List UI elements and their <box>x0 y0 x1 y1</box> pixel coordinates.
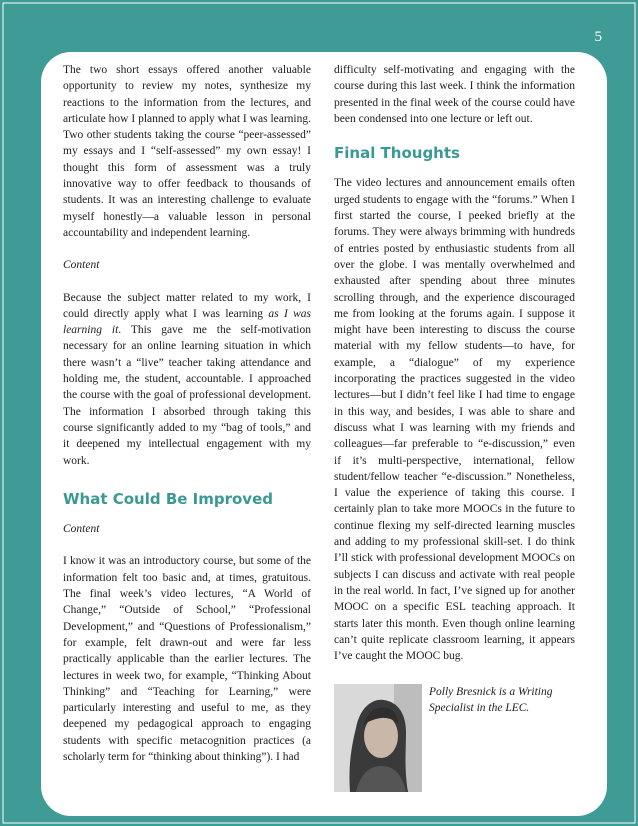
subheading-content: Content <box>63 523 100 536</box>
left-column <box>63 62 311 781</box>
paragraph: I know it was an introductory course, but some of the information felt too basic and, at times, gratuitous. The final week’s video lectures, “A World of Change,” “Outside of School,” “Professional Development,” and “Questions of Professionalism,” for example, felt drawn-out and were far less practically applicable than the earlier lectures. The lectures in week two, for example, “Thinking About Thinking” and “Teaching for Learning,” were particularly interesting and useful to me, as they deepened my pedagogical approach to engaging students with specific metacognition practices (a scholarly term for “thinking about thinking”). I had <box>63 555 311 763</box>
author-bio <box>334 684 575 794</box>
paragraph: The video lectures and announcement emails often urged students to engage with the “forums.” When I first started the course, I peeked briefly at the forums. They were always brimming with hundreds of entries posted by enthusiastic students from all over the globe. I was mentally overwhelmed and exhausted after spending about three minutes scrolling through, and the experience discouraged me from looking at the forums again. I suppose it might have been interesting to discuss the course material with my fellow students—to have, for example, a “dialogue” of my experience incorporating the practices suggested in the video lectures—but I didn’t feel like I had time to engage in this way, and besides, I was able to share and discuss what I was learning with my friends and colleagues—far preferable to “e-discussion,” even if it’s multi-perspective, international, fellow student/fellow teacher “e-discussion.” Nonetheless, I value the experience of taking this course. I certainly plan to take more MOOCs in the future to continue flexing my self-directed learning muscles and adding to my professional skill-set. I do think I’ll stick with professional development MOOCs on subjects I can discuss and activate with real people in the real world. In fact, I’ve signed up for another MOOC on a specific ESL teaching approach. It starts later this month. Even though online learning can’t quite replicate classroom learning, it appears I’ve caught the MOOC bug. <box>334 177 575 663</box>
right-column <box>334 62 575 680</box>
author-photo <box>334 684 422 792</box>
author-caption: Polly Bresnick is a Writing Specialist in the LEC. <box>429 686 553 714</box>
emphasis: as I was learning it <box>63 307 312 337</box>
subheading-content: Content <box>63 259 100 272</box>
paragraph: Because the subject matter related to my work, I could directly apply what I was learning as I was learning it. This gave me the self-motivation necessary for an online learning situation in which there wasn’t a “live” teacher taking attendance and holding me, the student, accountable. I approached the course with the goal of professional development. The information I absorbed through taking this course significantly added to my “bag of tools,” and it deepened my intellectual engagement with my work. <box>63 291 312 467</box>
paragraph: difficulty self-motivating and engaging with the course during this last week. I think the information presented in the final week of the course could have been condensed into one lecture or left out. <box>334 64 575 125</box>
paragraph: The two short essays offered another valuable opportunity to review my notes, synthesize my reactions to the information from the lectures, and articulate how I planned to apply what I was learning. Two other students taking the course “peer-assessed” my essays and I “self-assessed” my own essay! I thought this form of assessment was a truly innovative way to offer feedback to thousands of students. It was an interesting challenge to evaluate myself honestly—a valuable lesson in personal accountability and independent learning. <box>63 64 311 239</box>
section-heading-final-thoughts: Final Thoughts <box>334 144 460 163</box>
section-heading-improved: What Could Be Improved <box>63 489 273 508</box>
page-number: 5 <box>594 29 602 45</box>
